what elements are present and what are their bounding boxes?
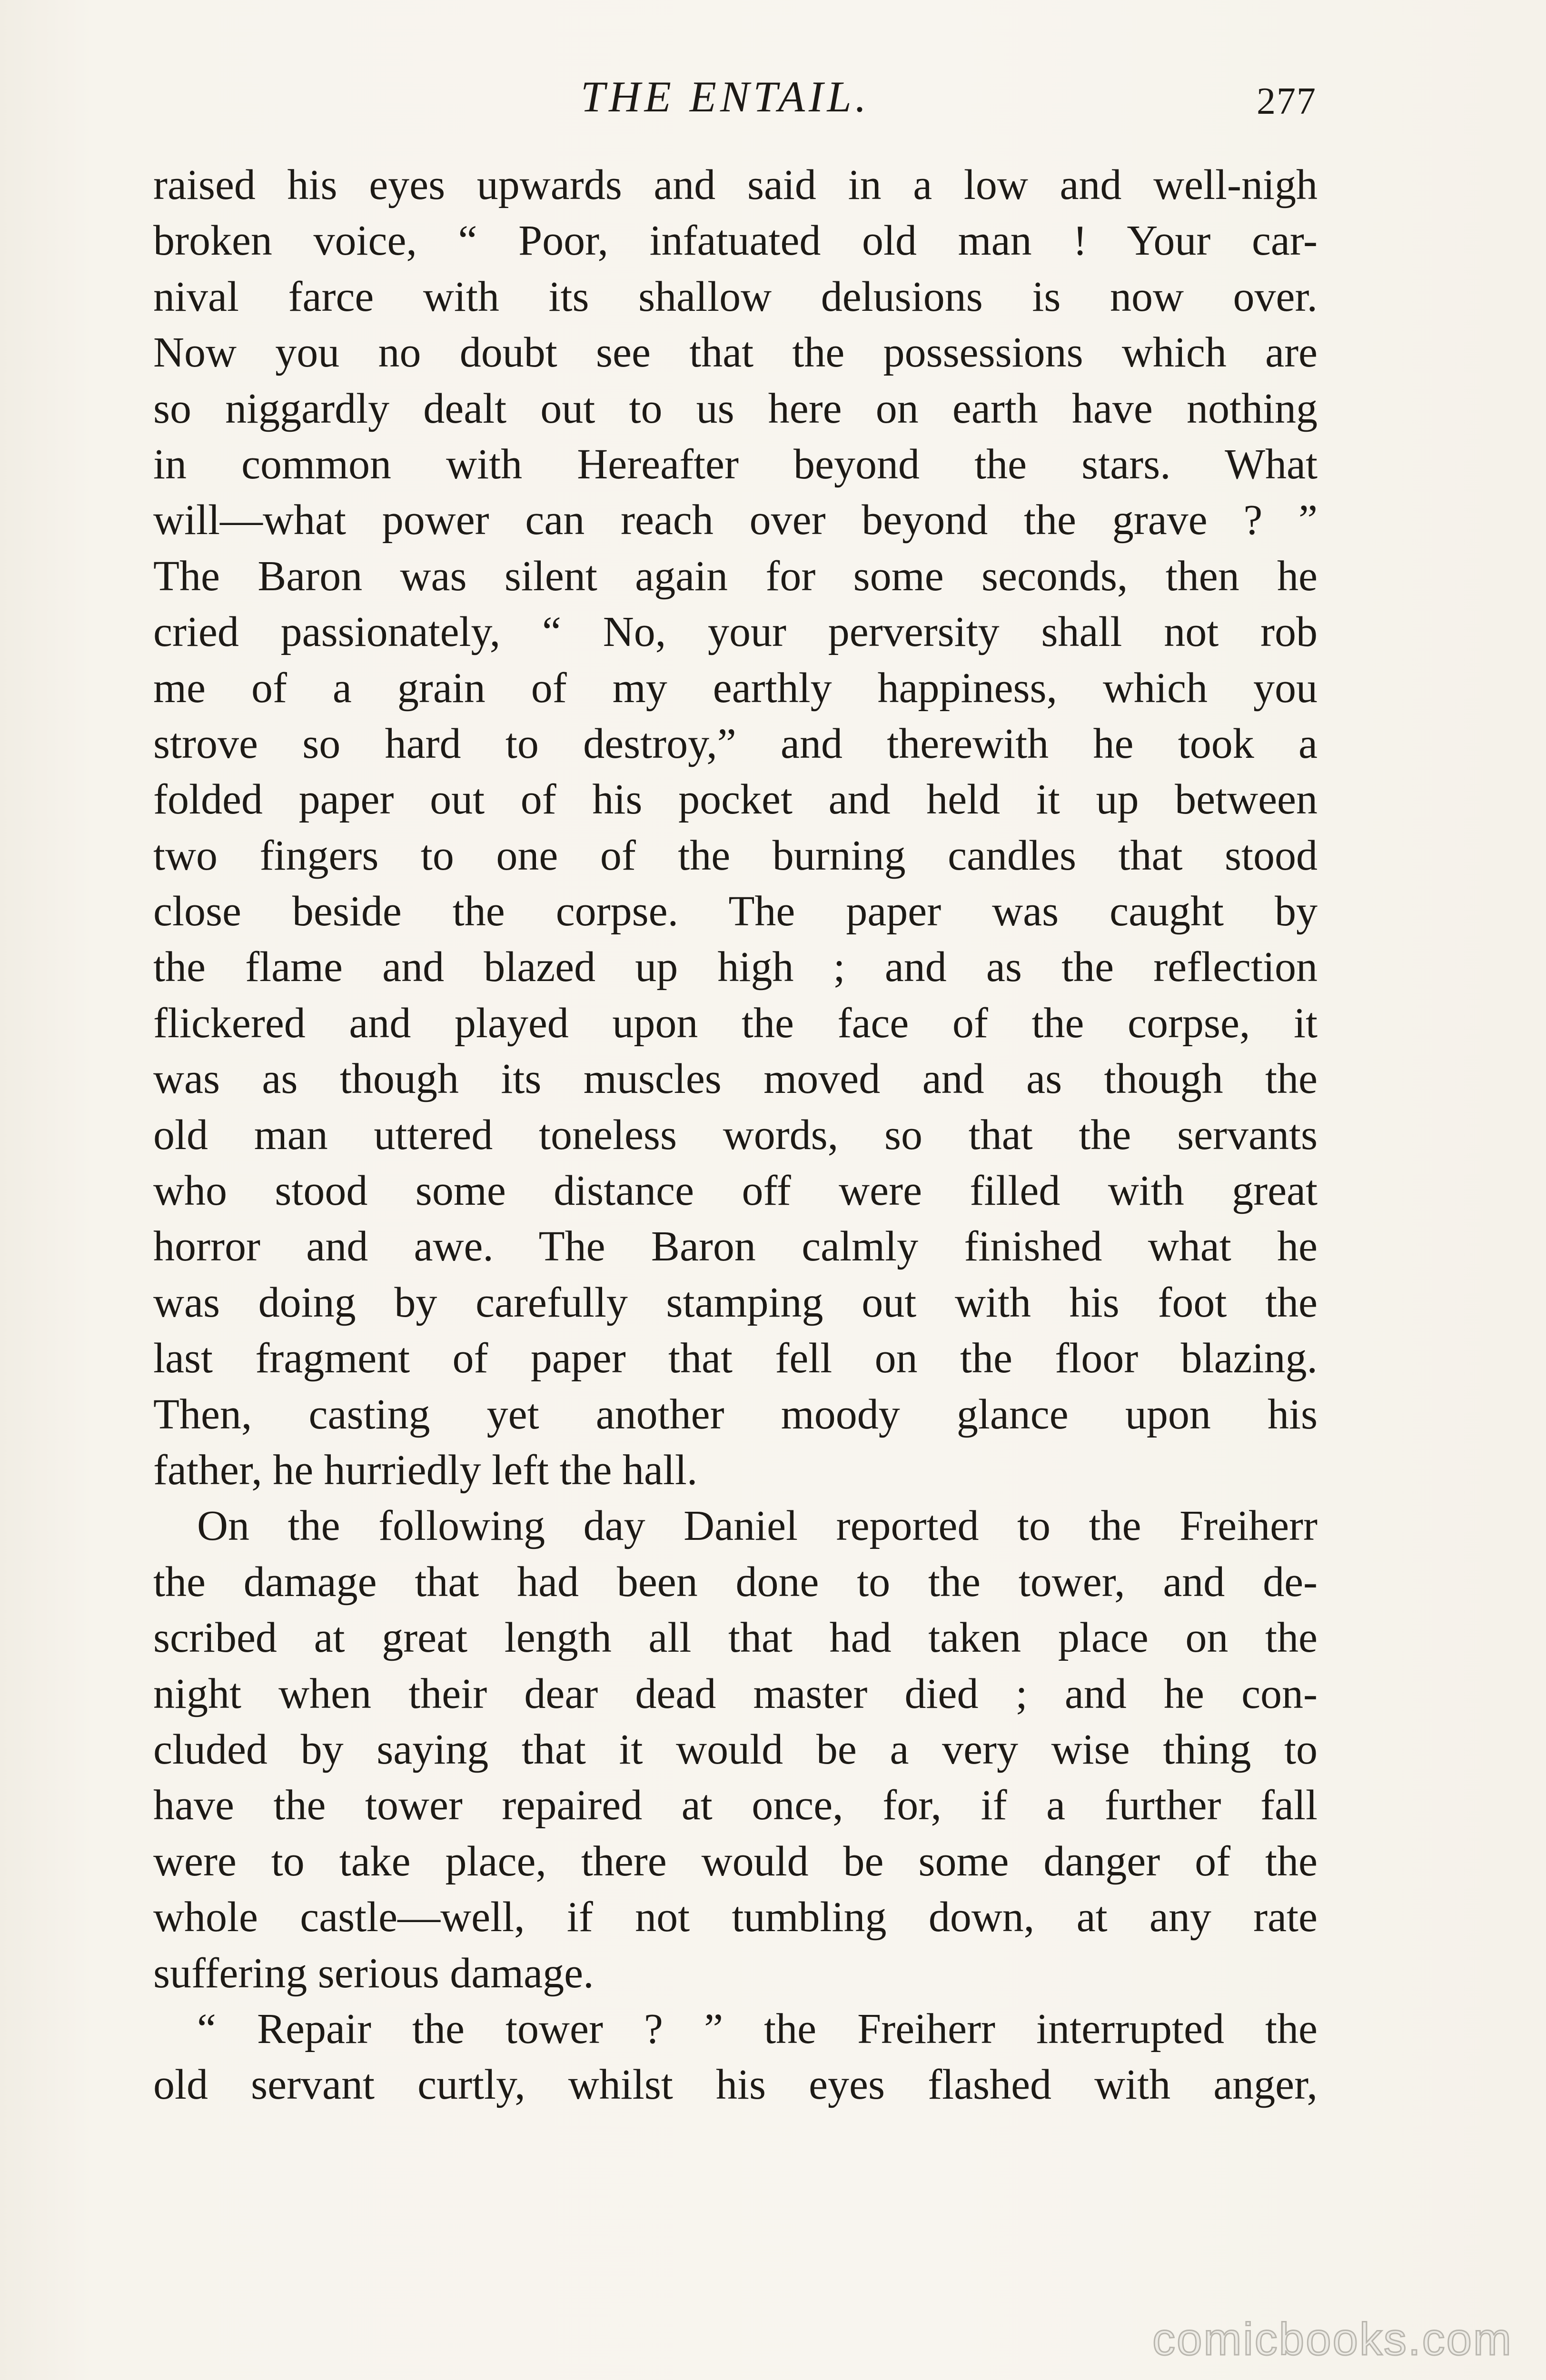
text-line: were to take place, there would be some danger of the (153, 1837, 1318, 1885)
text-line: raised his eyes upwards and said in a low and well-nigh (153, 161, 1318, 208)
text-line: was as though its muscles moved and as though the (153, 1055, 1318, 1103)
page-number: 277 (1257, 80, 1317, 122)
text-line: close beside the corpse. The paper was caught by (153, 888, 1318, 935)
text-line: broken voice, “ Poor, infatuated old man ! Your car- (153, 217, 1318, 265)
text-line: will—what power can reach over beyond the grave ? ” (153, 496, 1318, 544)
running-title: THE ENTAIL. (581, 72, 870, 121)
text-line: folded paper out of his pocket and held it up between (153, 776, 1318, 823)
paragraph-start-line: On the following day Daniel reported to the Freiherr (197, 1502, 1318, 1550)
text-line: Then, casting yet another moody glance upon his (153, 1390, 1318, 1438)
watermark-logo: comicbooks.com (1152, 2314, 1513, 2365)
text-line: was doing by carefully stamping out with his foot the (153, 1279, 1318, 1326)
text-line: nival farce with its shallow delusions is now over. (153, 273, 1318, 320)
body-text (153, 157, 1318, 2113)
text-line: scribed at great length all that had taken place on the (153, 1614, 1318, 1662)
paragraph-end-line: father, he hurriedly left the hall. (153, 1446, 698, 1494)
paragraph-end-line: suffering serious damage. (153, 1949, 594, 1997)
text-line: so niggardly dealt out to us here on earth have nothing (153, 385, 1318, 432)
text-line: cried passionately, “ No, your perversity shall not rob (153, 608, 1318, 656)
text-line: Now you no doubt see that the possessions which are (153, 329, 1318, 377)
text-line: me of a grain of my earthly happiness, which you (153, 664, 1318, 712)
text-line: horror and awe. The Baron calmly finished what he (153, 1223, 1318, 1270)
text-line: the damage that had been done to the tower, and de- (153, 1558, 1318, 1606)
running-head (0, 71, 1546, 129)
text-line: The Baron was silent again for some seconds, then he (153, 552, 1318, 600)
text-line: two fingers to one of the burning candles that stood (153, 832, 1318, 879)
text-line: who stood some distance off were filled with great (153, 1167, 1318, 1215)
text-line: night when their dear dead master died ; and he con- (153, 1670, 1318, 1717)
text-line: in common with Hereafter beyond the stars. What (153, 440, 1318, 488)
text-line: old man uttered toneless words, so that the servants (153, 1111, 1318, 1159)
text-line: have the tower repaired at once, for, if a further fall (153, 1782, 1318, 1829)
text-line: whole castle—well, if not tumbling down, at any rate (153, 1894, 1318, 1941)
text-line: cluded by saying that it would be a very wise thing to (153, 1726, 1318, 1773)
text-line: the flame and blazed up high ; and as the reflection (153, 943, 1318, 991)
text-line: old servant curtly, whilst his eyes flashed with anger, (153, 2061, 1318, 2109)
text-line: last fragment of paper that fell on the floor blazing. (153, 1335, 1318, 1382)
text-line: flickered and played upon the face of the corpse, it (153, 999, 1318, 1047)
paragraph-start-line: “ Repair the tower ? ” the Freiherr interrupted the (197, 2005, 1318, 2053)
text-line: strove so hard to destroy,” and therewith he took a (153, 720, 1318, 767)
